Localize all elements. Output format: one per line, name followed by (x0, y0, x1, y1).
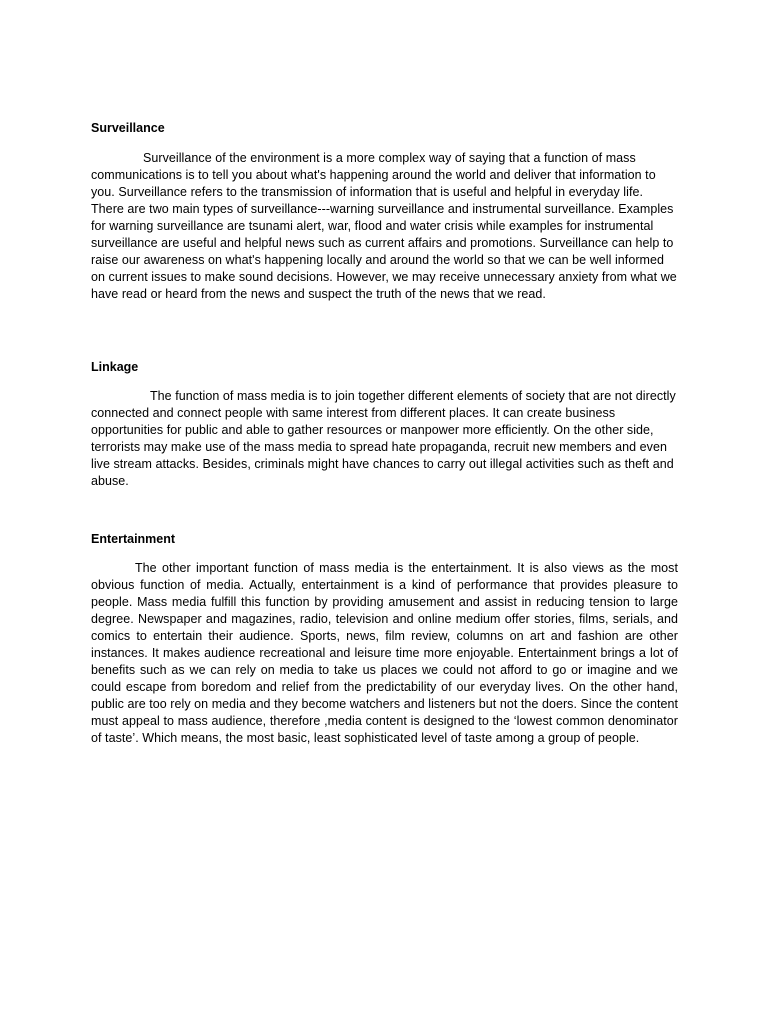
section-linkage (91, 359, 678, 490)
section-heading-entertainment: Entertainment (91, 532, 176, 546)
section-entertainment (91, 531, 678, 747)
section-body-entertainment: The other important function of mass media is the entertainment. It is also views as the most obvious function of media. Actually, entertainment is a kind of performance that provides pleasure to people. Mass media fulfill this function by providing amusement and assist in reducing tension to large degree. Newspaper and magazines, radio, television and online medium offer stories, films, serials, and comics to entertain their audience. Sports, news, film review, columns on art and fashion are other instances. It makes audience recreational and leisure time more enjoyable. Entertainment brings a lot of benefits such as we can rely on media to take us places we could not afford to go or imagine and we could escape from boredom and relief from the predictability of our everyday lives. On the other hand, public are too rely on media and they become watchers and listeners but not the doers. Since the content must appeal to mass audience, therefore ,media content is designed to the ‘lowest common denominator of taste’. Which means, the most basic, least sophisticated level of taste among a group of people. (91, 561, 678, 745)
section-heading-linkage: Linkage (91, 360, 139, 374)
section-body-surveillance: Surveillance of the environment is a more complex way of saying that a function of mass communications is to tell you about what's happening around the world and deliver that information to you. Surveillance refers to the transmission of information that is useful and helpful in everyday life. There are two main types of surveillance---warning surveillance and instrumental surveillance. Examples for warning surveillance are tsunami alert, war, flood and water crisis while examples for instrumental surveillance are useful and helpful news such as current affairs and promotions. Surveillance can help to raise our awareness on what's happening locally and around the world so that we can be well informed on current issues to make sound decisions. However, we may receive unnecessary anxiety from what we have read or heard from the news and suspect the truth of the news that we read. (91, 151, 677, 301)
section-heading-surveillance: Surveillance (91, 121, 165, 135)
section-body-linkage: The function of mass media is to join together different elements of society that are not directly connected and connect people with same interest from different places. It can create business opportunities for public and able to gather resources or manpower more efficiently. On the other side, terrorists may make use of the mass media to spread hate propaganda, recruit new members and even live stream attacks. Besides, criminals might have chances to carry out illegal activities such as theft and abuse. (91, 389, 676, 488)
section-surveillance (91, 120, 678, 303)
